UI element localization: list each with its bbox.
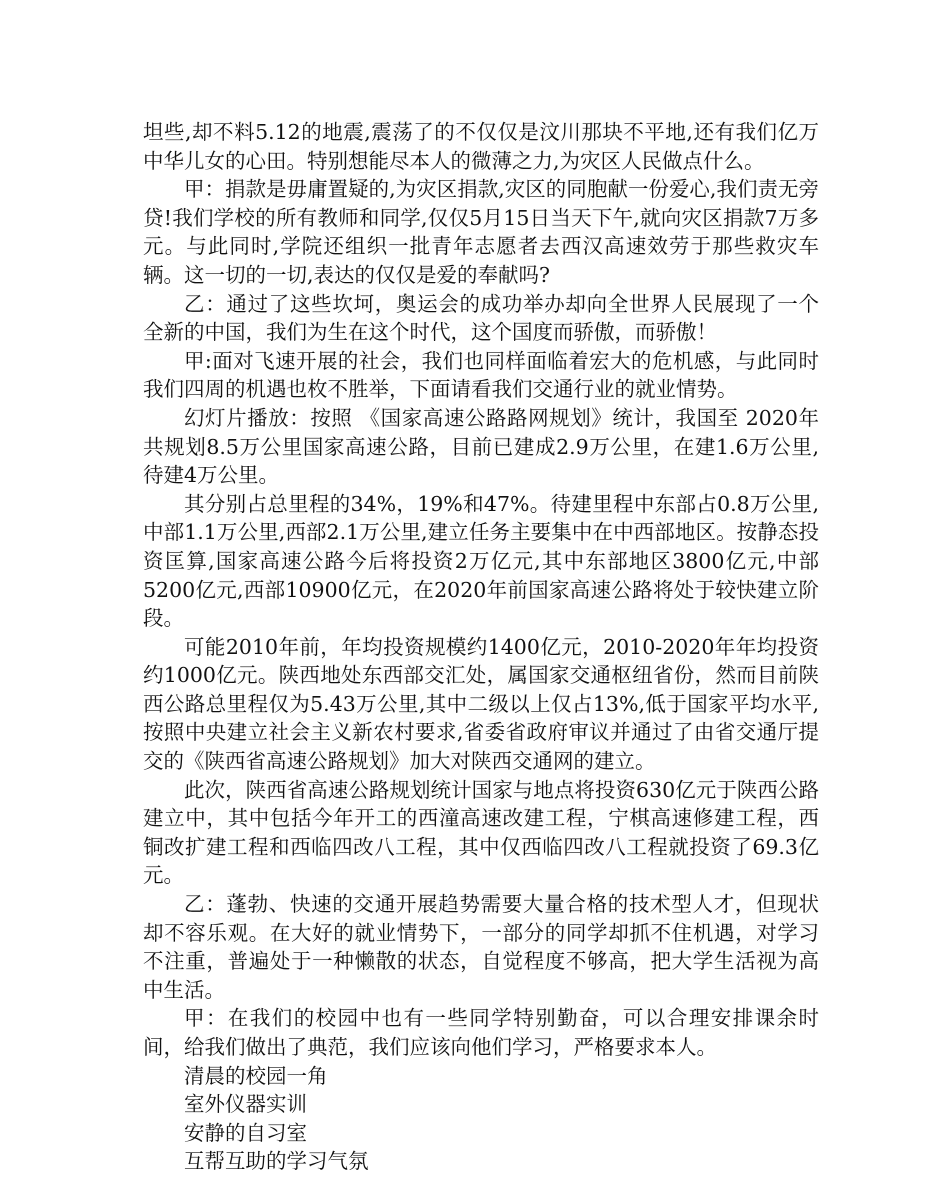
paragraph: 乙：通过了这些坎坷，奥运会的成功举办却向全世界人民展现了一个全新的中国，我们为生在这个时代，这个国度而骄傲，而骄傲！	[143, 291, 819, 345]
paragraph: 此次，陕西省高速公路规划统计国家与地点将投资630亿元于陕西公路建立中，其中包括今年开工的西潼高速改建工程，宁棋高速修建工程，西铜改扩建工程和西临四改八工程，其中仅西临四改八工程就投资了69.3亿元。	[143, 777, 819, 888]
document-body	[143, 118, 819, 1176]
paragraph: 幻灯片播放：按照 《国家高速公路路网规划》统计，我国至 2020年共规划8.5万公里国家高速公路，目前已建成2.9万公里，在建1.6万公里,待建4万公里。	[143, 405, 819, 488]
caption-line: 清晨的校园一角	[184, 1063, 328, 1088]
paragraph: 乙：蓬勃、快速的交通开展趋势需要大量合格的技术型人才，但现状却不容乐观。在大好的就业情势下，一部分的同学却抓不住机遇，对学习不注重，普遍处于一种懒散的状态，自觉程度不够高，把大学生活视为高中生活。	[143, 892, 819, 1002]
paragraph: 其分别占总里程的34%，19%和47%。待建里程中东部占0.8万公里,中部1.1万公里,西部2.1万公里,建立任务主要集中在中西部地区。按静态投资匡算,国家高速公路今后将投资2万亿元,其中东部地区3800亿元,中部5200亿元,西部10900亿元，在2020年前国家高速公路将处于较快建立阶段。	[143, 491, 819, 631]
paragraph: 甲:面对飞速开展的社会，我们也同样面临着宏大的危机感，与此同时我们四周的机遇也枚不胜举，下面请看我们交通行业的就业情势。	[143, 348, 819, 402]
paragraph: 甲：在我们的校园中也有一些同学特别勤奋，可以合理安排课余时间，给我们做出了典范，我们应该向他们学习，严格要求本人。	[143, 1006, 819, 1059]
caption-line: 互帮互助的学习气氛	[184, 1149, 369, 1174]
caption-line: 安静的自习室	[184, 1120, 307, 1145]
paragraph: 甲：捐款是毋庸置疑的,为灾区捐款,灾区的同胞献一份爱心,我们责无旁贷!我们学校的所有教师和同学,仅仅5月15日当天下午,就向灾区捐款7万多元。与此同时,学院还组织一批青年志愿者去西汉高速效劳于那些救灾车辆。这一切的一切,表达的仅仅是爱的奉献吗?	[143, 177, 819, 287]
caption-line: 室外仪器实训	[184, 1092, 307, 1117]
paragraph: 坦些,却不料5.12的地震,震荡了的不仅仅是汶川那块不平地,还有我们亿万中华儿女的心田。特别想能尽本人的微薄之力,为灾区人民做点什么。	[143, 120, 819, 173]
paragraph: 可能2010年前，年均投资规模约1400亿元，2010-2020年年均投资约1000亿元。陕西地处东西部交汇处，属国家交通枢纽省份，然而目前陕西公路总里程仅为5.43万公里,其中二级以上仅占13%,低于国家平均水平,按照中央建立社会主义新农村要求,省委省政府审议并通过了由省交通厅提交的《陕西省高速公路规划》加大对陕西交通网的建立。	[143, 634, 819, 774]
